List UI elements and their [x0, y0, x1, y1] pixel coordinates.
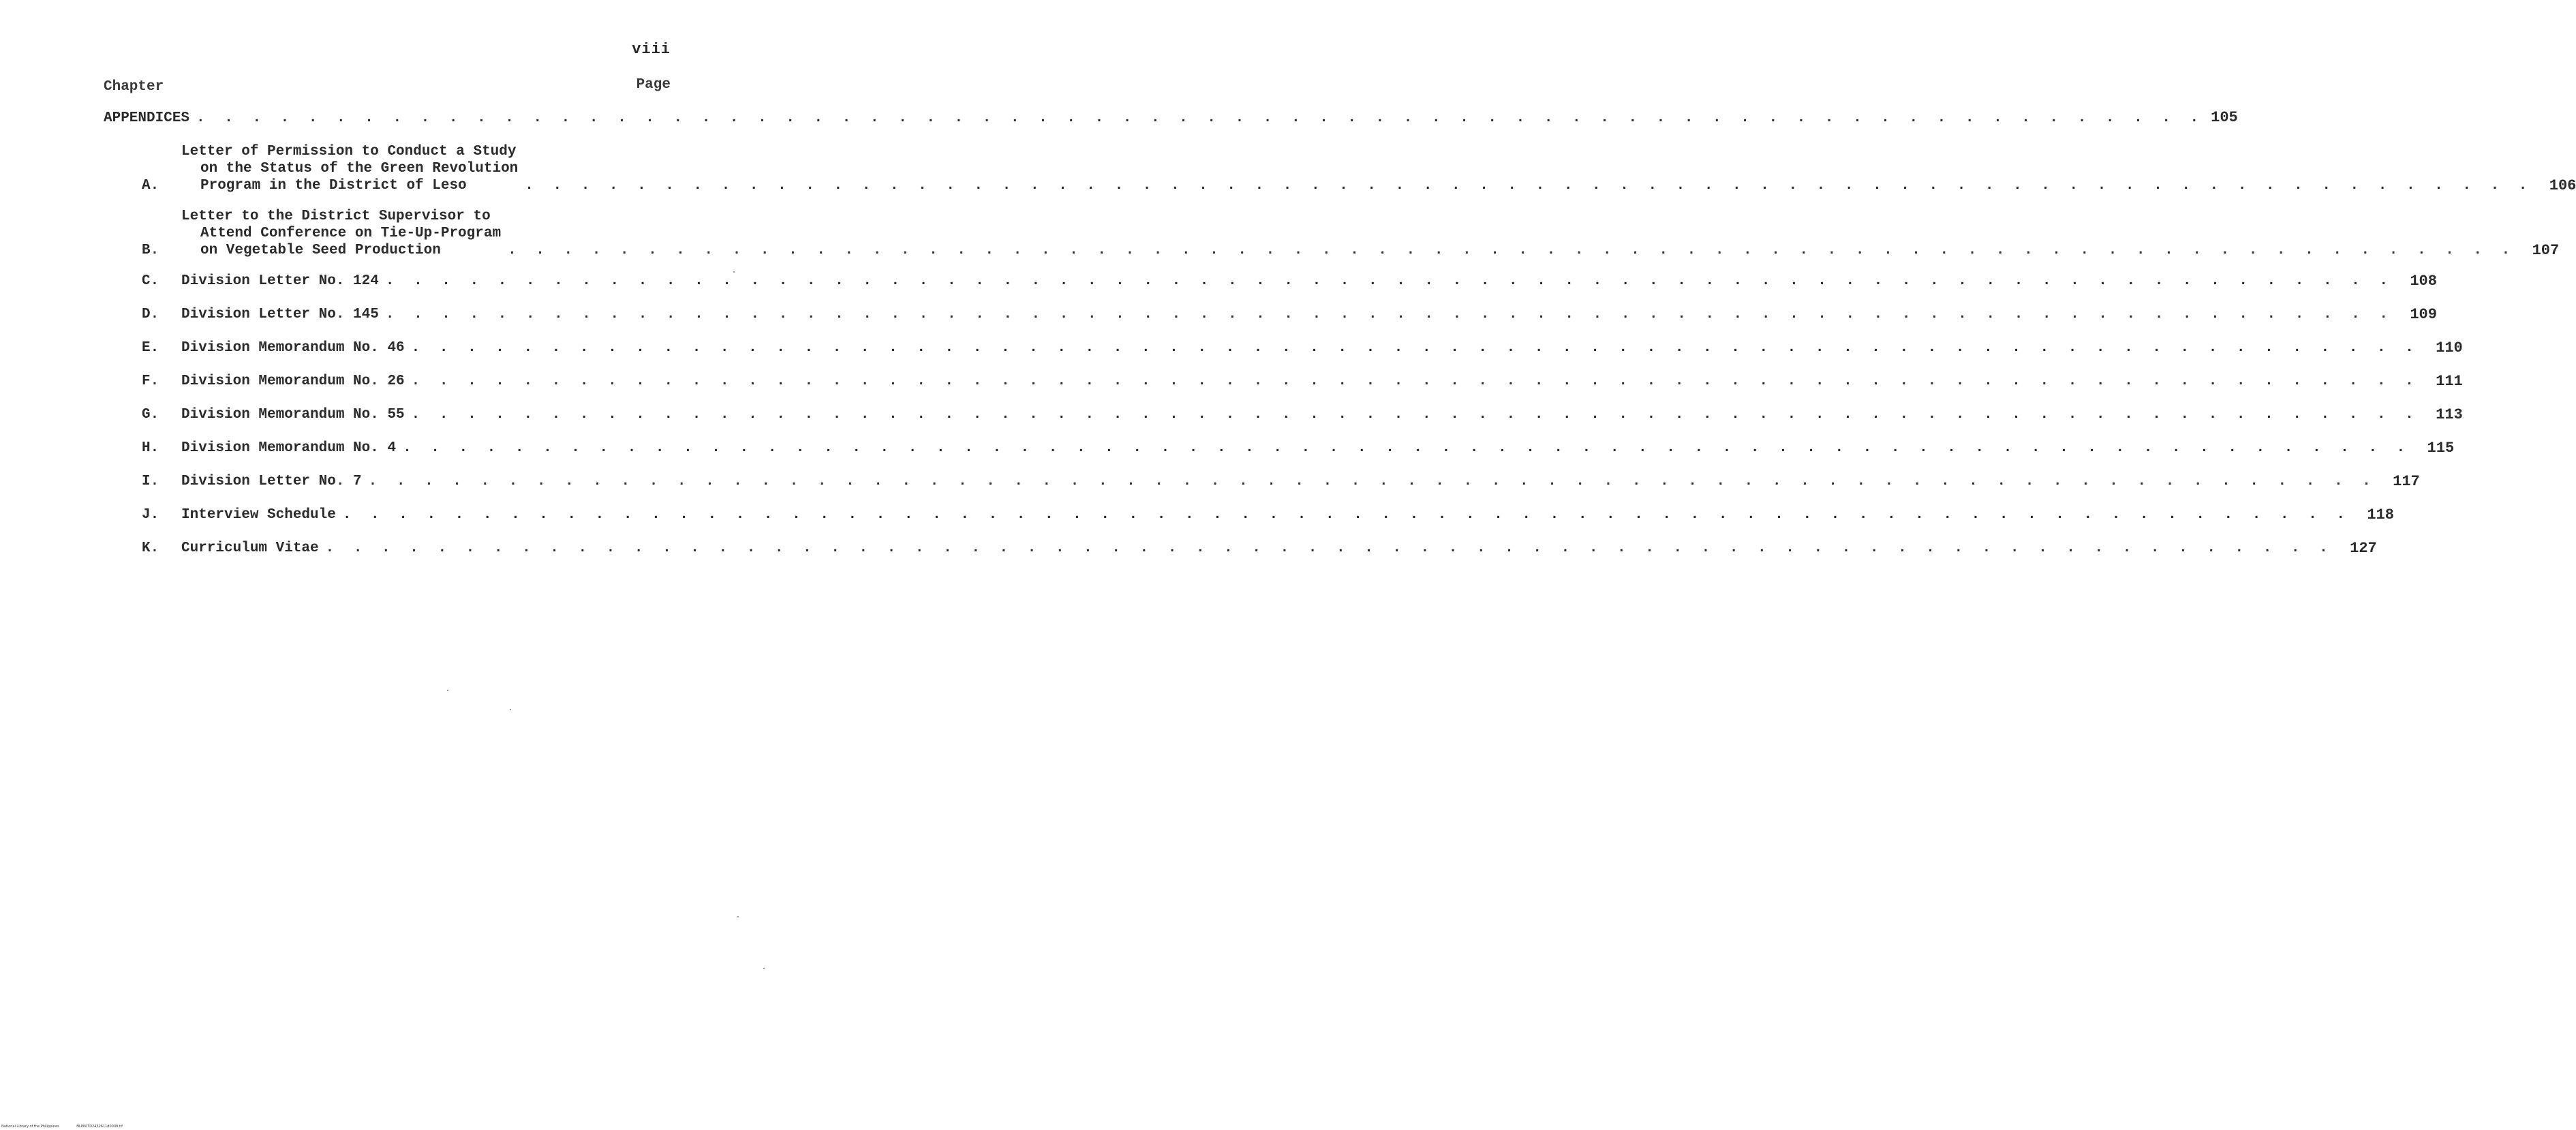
entry-page: 106 [2549, 177, 2576, 194]
entry-line: Program in the District of Leso [200, 178, 467, 194]
dot-leader [525, 177, 2532, 194]
entry-title [181, 406, 405, 423]
page-number: viii [632, 41, 671, 58]
scan-footer [1, 1125, 139, 1129]
chapter-column-header: Chapter [104, 79, 164, 95]
entry-line: Division Letter No. 7 [181, 474, 362, 489]
entry-page: 117 [2393, 473, 2420, 490]
entry-page: 113 [2436, 406, 2463, 423]
entry-title [181, 440, 396, 457]
entry-line: Interview Schedule [181, 507, 336, 523]
toc-entry [142, 506, 2394, 523]
entry-letter: B. [142, 243, 159, 258]
dot-leader [369, 473, 2376, 490]
entry-page: 107 [2532, 242, 2560, 259]
dot-leader [508, 242, 2515, 259]
entry-page: 127 [2350, 540, 2377, 557]
entry-page: 109 [2410, 306, 2437, 323]
entry-letter: A. [142, 178, 159, 194]
scan-speck [447, 690, 448, 691]
entry-letter: J. [142, 507, 159, 523]
entry-line: on Vegetable Seed Production [200, 243, 441, 258]
dot-leader [412, 339, 2419, 356]
entry-line: Division Memorandum No. 46 [181, 340, 405, 356]
entry-letter: C. [142, 273, 159, 289]
entry-line: Attend Conference on Tie-Up-Program [200, 226, 502, 241]
toc-entry [142, 406, 2463, 423]
entry-title [181, 540, 319, 557]
entry-title [181, 273, 379, 290]
entry-letter: F. [142, 373, 159, 389]
entry-page: 115 [2427, 440, 2455, 457]
appendix-list [142, 143, 2576, 557]
entry-page: 108 [2410, 273, 2437, 290]
toc-entry [142, 473, 2420, 490]
entry-title [181, 208, 501, 259]
toc-entry [142, 143, 2576, 194]
scan-speck [733, 271, 735, 273]
entry-title [181, 339, 405, 356]
dot-leader [326, 540, 2333, 557]
dot-leader [412, 373, 2419, 390]
footer-library: National Library of the Philippines [1, 1125, 59, 1129]
entry-title [181, 143, 518, 194]
toc-entry [142, 306, 2437, 323]
dot-leader [386, 306, 2393, 323]
toc-entry [142, 540, 2377, 557]
entry-page: 118 [2367, 506, 2394, 523]
dot-leader [412, 406, 2419, 423]
toc-entry [142, 373, 2463, 390]
entry-line: Letter of Permission to Conduct a Study [181, 144, 517, 159]
entry-line: Division Memorandum No. 4 [181, 440, 397, 456]
entry-title [181, 473, 362, 490]
entry-title [181, 506, 336, 523]
entry-line: on the Status of the Green Revolution [200, 161, 519, 177]
entry-line: Division Letter No. 145 [181, 307, 379, 322]
dot-leader [196, 110, 2204, 126]
footer-file: NLP00TD2432611d0009.tif [76, 1125, 123, 1129]
dot-leader [343, 506, 2350, 523]
entry-letter: D. [142, 307, 159, 322]
entry-title [181, 373, 405, 390]
entry-letter: I. [142, 474, 159, 489]
entry-page: 110 [2436, 339, 2463, 356]
toc-entry [142, 339, 2463, 356]
entry-line: Letter to the District Supervisor to [181, 209, 491, 224]
toc-section-appendices [104, 109, 2238, 126]
entry-letter: K. [142, 540, 159, 556]
entry-letter: G. [142, 407, 159, 423]
entry-line: Division Letter No. 124 [181, 273, 379, 289]
entry-line: Curriculum Vitae [181, 540, 319, 556]
toc-entry [142, 208, 2560, 259]
entry-letter: E. [142, 340, 159, 356]
section-page: 105 [2211, 109, 2238, 126]
page-column-header: Page [636, 77, 671, 93]
scan-speck [510, 709, 511, 710]
entry-line: Division Memorandum No. 55 [181, 407, 405, 423]
entry-page: 111 [2436, 373, 2463, 390]
dot-leader [386, 273, 2393, 290]
entry-letter: H. [142, 440, 159, 456]
section-title: APPENDICES [104, 110, 190, 126]
entry-line: Division Memorandum No. 26 [181, 373, 405, 389]
toc-entry [142, 273, 2437, 290]
dot-leader [403, 440, 2410, 457]
entry-title [181, 306, 379, 323]
toc-entry [142, 440, 2455, 457]
scan-speck [763, 968, 765, 969]
scan-speck [737, 916, 739, 917]
